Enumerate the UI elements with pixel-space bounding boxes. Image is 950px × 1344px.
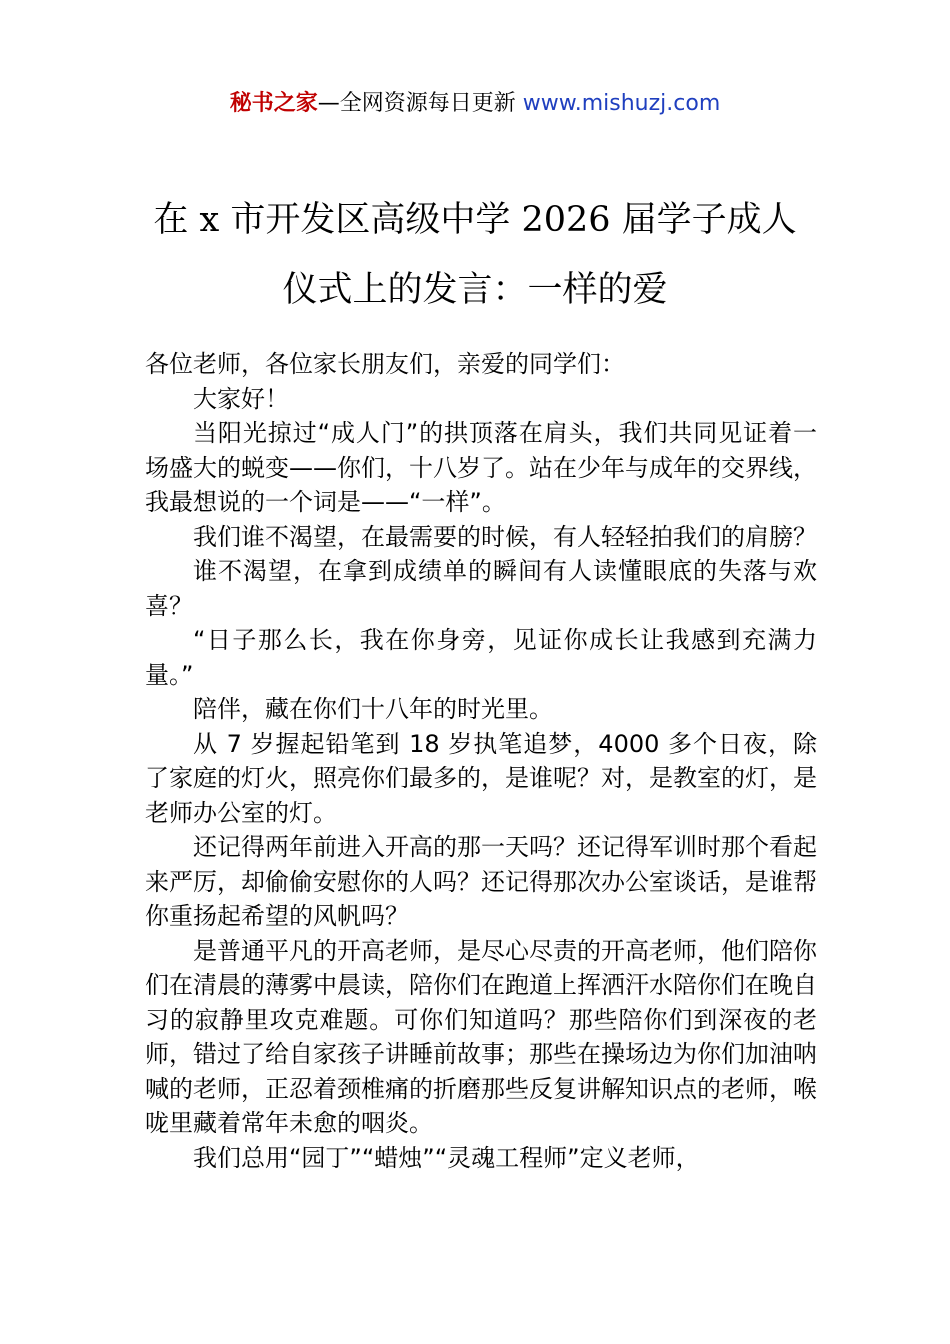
document-body [145,347,817,1175]
paragraph: 当阳光掠过“成人门”的拱顶落在肩头，我们共同见证着一场盛大的蜕变——你们，十八岁了。站在少年与成年的交界线，我最想说的一个词是——“一样”。 [145,419,817,516]
paragraph: 还记得两年前进入开高的那一天吗？还记得军训时那个看起来严厉，却偷偷安慰你的人吗？还记得那次办公室谈话，是谁帮你重扬起希望的风帆吗？ [145,833,817,930]
salutation: 各位老师，各位家长朋友们，亲爱的同学们： [145,350,625,378]
paragraph: 我们总用“园丁”“蜡烛”“灵魂工程师”定义老师， [193,1143,700,1172]
title-line-1: 在 x 市开发区高级中学 2026 届学子成人 [153,200,797,240]
paragraph: 从 7 岁握起铅笔到 18 岁执笔追梦，4000 多个日夜，除了家庭的灯火，照亮你们最多的，是谁呢？对，是教室的灯，是老师办公室的灯。 [145,729,817,827]
site-tagline: —全网资源每日更新 [317,91,523,116]
title-line-2: 仪式上的发言：一样的爱 [282,270,668,310]
paragraph: 我们谁不渴望，在最需要的时候，有人轻轻拍我们的肩膀？ [193,522,817,551]
paragraph: “日子那么长，我在你身旁，见证你成长让我感到充满力量。” [145,626,817,689]
paragraph: 陪伴，藏在你们十八年的时光里。 [193,695,553,723]
site-header [0,88,950,120]
site-url[interactable]: www.mishuzj.com [522,91,721,116]
paragraph: 是普通平凡的开高老师，是尽心尽责的开高老师，他们陪你们在清晨的薄雾中晨读，陪你们在跑道上挥洒汗水陪你们在晚自习的寂静里攻克难题。可你们知道吗？那些陪你们到深夜的老师，错过了给自家孩子讲睡前故事；那些在操场边为你们加油呐喊的老师，正忍着颈椎痛的折磨那些反复讲解知识点的老师，喉咙里藏着常年未愈的咽炎。 [145,936,817,1137]
paragraph: 谁不渴望，在拿到成绩单的瞬间有人读懂眼底的失落与欢喜？ [145,557,817,620]
site-brand: 秘书之家 [229,91,318,116]
greeting: 大家好！ [193,384,289,413]
document-title [0,185,950,325]
